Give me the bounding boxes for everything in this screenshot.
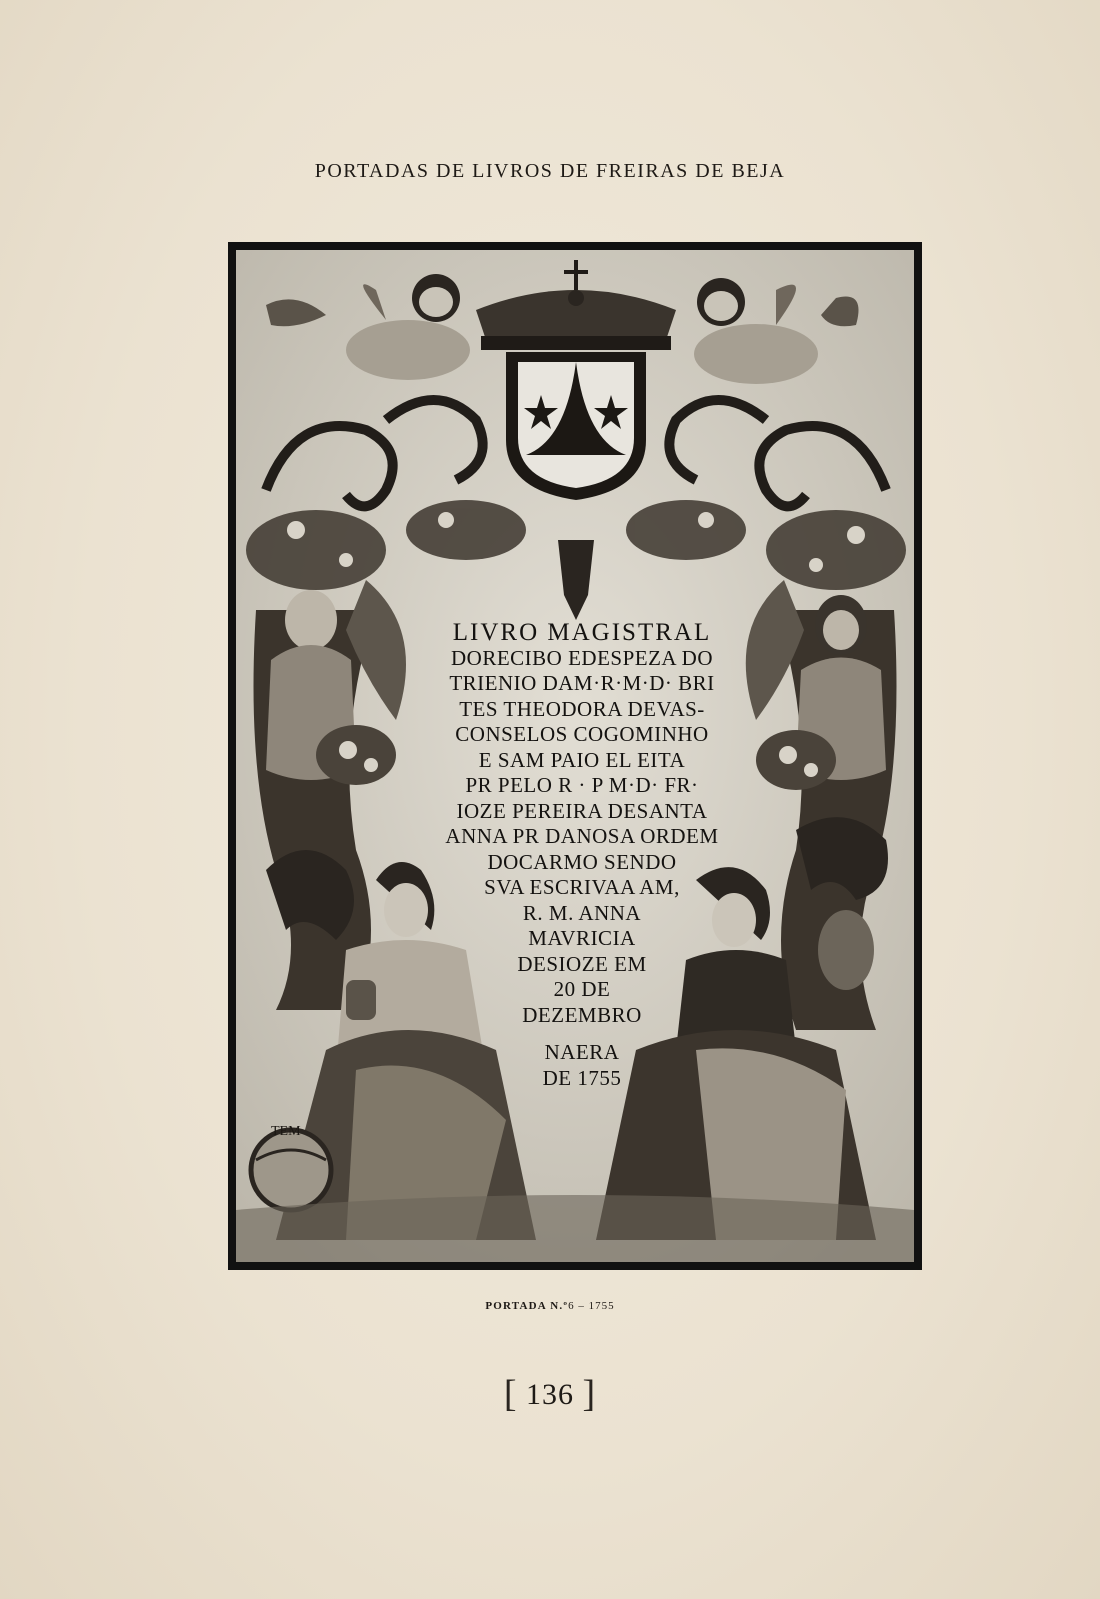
inscription-line: LIVRO MAGISTRAL	[452, 619, 712, 646]
title-page-illustration	[228, 242, 922, 1270]
folio-close-bracket: ]	[582, 1373, 597, 1415]
inscription-line: DORECIBO EDESPEZA DO	[450, 645, 713, 670]
folio-open-bracket: [	[503, 1373, 518, 1415]
inscription-line: PR PELO R · P M·D· FR·	[465, 773, 699, 797]
inscription-line: DEZEMBRO	[522, 1002, 642, 1027]
inscription-line: TRIENIO DAM·R·M·D· BRI	[449, 671, 715, 695]
running-title: PORTADAS DE LIVROS DE FREIRAS DE BEJA	[314, 160, 786, 182]
corner-inscription: TEM	[271, 1124, 301, 1139]
inscription-line: NAERA	[544, 1040, 620, 1064]
folio-number: 136	[526, 1378, 574, 1411]
inscription-line: E SAM PAIO EL EITA	[478, 747, 686, 772]
inscription-line: 20 DE	[553, 977, 611, 1001]
inscription-line: R. M. ANNA	[522, 900, 642, 925]
coat-of-arms-icon	[506, 352, 646, 500]
inscription-line: TES THEODORA DEVAS-	[459, 696, 705, 721]
inscription-line: DESIOZE EM	[517, 951, 647, 976]
inscription-line: DOCARMO SENDO	[487, 849, 677, 874]
inscription-line: MAVRICIA	[528, 926, 636, 950]
caption-separator: –	[574, 1300, 589, 1312]
inscription-line: DE 1755	[542, 1065, 622, 1090]
inscription-line: ANNA PR DANOSA ORDEM	[445, 824, 719, 848]
illustration-panel	[236, 250, 914, 1262]
caption-number: 6	[568, 1300, 575, 1312]
title-inscription	[412, 620, 752, 1091]
plate-caption	[0, 1300, 1100, 1312]
inscription-line: IOZE PEREIRA DESANTA	[456, 798, 708, 823]
globe-icon	[251, 1130, 331, 1210]
caption-year: 1755	[588, 1300, 615, 1312]
page-number	[0, 1372, 1100, 1416]
caption-label: PORTADA N.º	[485, 1300, 569, 1312]
inscription-line: CONSELOS COGOMINHO	[455, 722, 709, 746]
inscription-line: SVA ESCRIVAA AM,	[484, 875, 680, 899]
